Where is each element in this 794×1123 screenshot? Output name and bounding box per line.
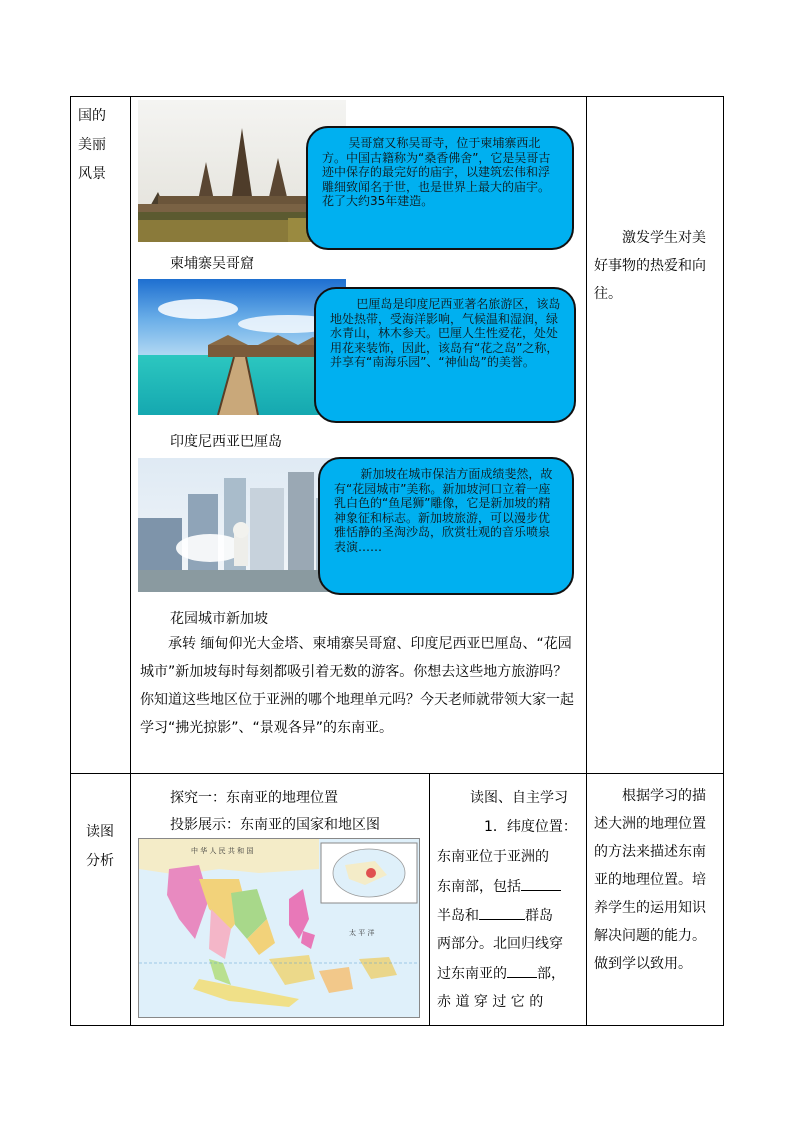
student-line-3-text-b: 群岛 [525,908,553,924]
singapore-bubble: 新加坡在城市保洁方面成绩斐然，故有“花园城市”美称。新加坡河口立着一座乳白色的“鱼尾狮”雕像，它是新加坡的精神象征和标志。新加坡旅游，可以漫步优雅恬静的圣淘沙岛，欣赏壮观的音乐喷泉表演…… [318,457,574,595]
student-line-1: 东南亚位于亚洲的 [437,849,549,865]
table-col-divider-2 [586,96,587,1026]
row1-label-line1: 国的 [78,108,106,124]
student-line-5-text-b: 部， [537,966,565,982]
student-heading: 读图、自主学习 [470,790,568,806]
row1-purpose: 激发学生对美好事物的热爱和向往。 [594,230,706,302]
row2-purpose: 根据学习的描述大洲的地理位置的方法来描述东南亚的地理位置。培养学生的运用知识解决问题的能力。做到学以致用。 [594,788,706,972]
bali-bubble: 巴厘岛是印度尼西亚著名旅游区，该岛地处热带，受海洋影响，气候温和湿润，绿水青山，林木参天。巴厘人生性爱花，处处用花来装饰，因此，该岛有“花之岛”之称，并享有“南海乐园”、“神仙岛”的美誉。 [314,287,576,423]
singapore-caption: 花园城市新加坡 [170,611,268,627]
row1-label-line2: 美丽 [78,137,106,153]
angkor-wat-bubble: 吴哥窟又称吴哥寺，位于柬埔寨西北方。中国古籍称为“桑香佛舍”，它是吴哥古迹中保存的最完好的庙宇，以建筑宏伟和浮雕细致闻名于世，也是世界上最大的庙宇。花了大约35年建造。 [306,126,574,250]
table-bottom-border [70,1025,724,1026]
blank-islands[interactable] [479,905,525,920]
map-sea-label: 太 平 洋 [349,929,375,937]
singapore-photo [138,458,346,592]
row2-label-line1: 读图 [86,824,114,840]
bali-caption: 印度尼西亚巴厘岛 [170,434,282,450]
row2-label-line2: 分析 [86,853,114,869]
table-left-border [70,96,71,1026]
student-item-1: 1．纬度位置： [484,819,577,835]
map-title-label: 中 华 人 民 共 和 国 [191,847,254,855]
student-line-5-text-a: 过东南亚的 [437,966,507,982]
table-top-border [70,96,724,97]
table-right-border [723,96,724,1026]
student-line-2 [437,876,561,897]
transition-paragraph: 承转 缅甸仰光大金塔、柬埔寨吴哥窟、印度尼西亚巴厘岛、“花园城市”新加坡每时每刻都吸引着无数的游客。你想去这些地方旅游吗？你知道这些地区位于亚洲的哪个地理单元吗？今天老师就带领大家一起学习“拂光掠影”、“景观各异”的东南亚。 [140,636,574,736]
blank-peninsula[interactable] [521,876,561,891]
student-line-4: 两部分。北回归线穿 [437,936,563,952]
row1-label-line3: 风景 [78,166,106,182]
southeast-asia-map [138,838,420,1018]
explore-title: 探究一：东南亚的地理位置 [170,790,338,806]
angkor-wat-caption: 柬埔寨吴哥窟 [170,256,254,272]
table-col-divider-3 [429,773,430,1026]
projection-text: 投影展示：东南亚的国家和地区图 [170,817,380,833]
student-line-3-text-a: 半岛和 [437,908,479,924]
table-row-divider [70,773,724,774]
blank-part[interactable] [507,963,537,978]
student-line-2-text: 东南部，包括 [437,879,521,895]
student-line-5 [437,963,565,984]
student-line-6: 赤 道 穿 过 它 的 [437,994,544,1010]
student-line-3 [437,905,553,926]
table-col-divider-1 [130,96,131,1026]
